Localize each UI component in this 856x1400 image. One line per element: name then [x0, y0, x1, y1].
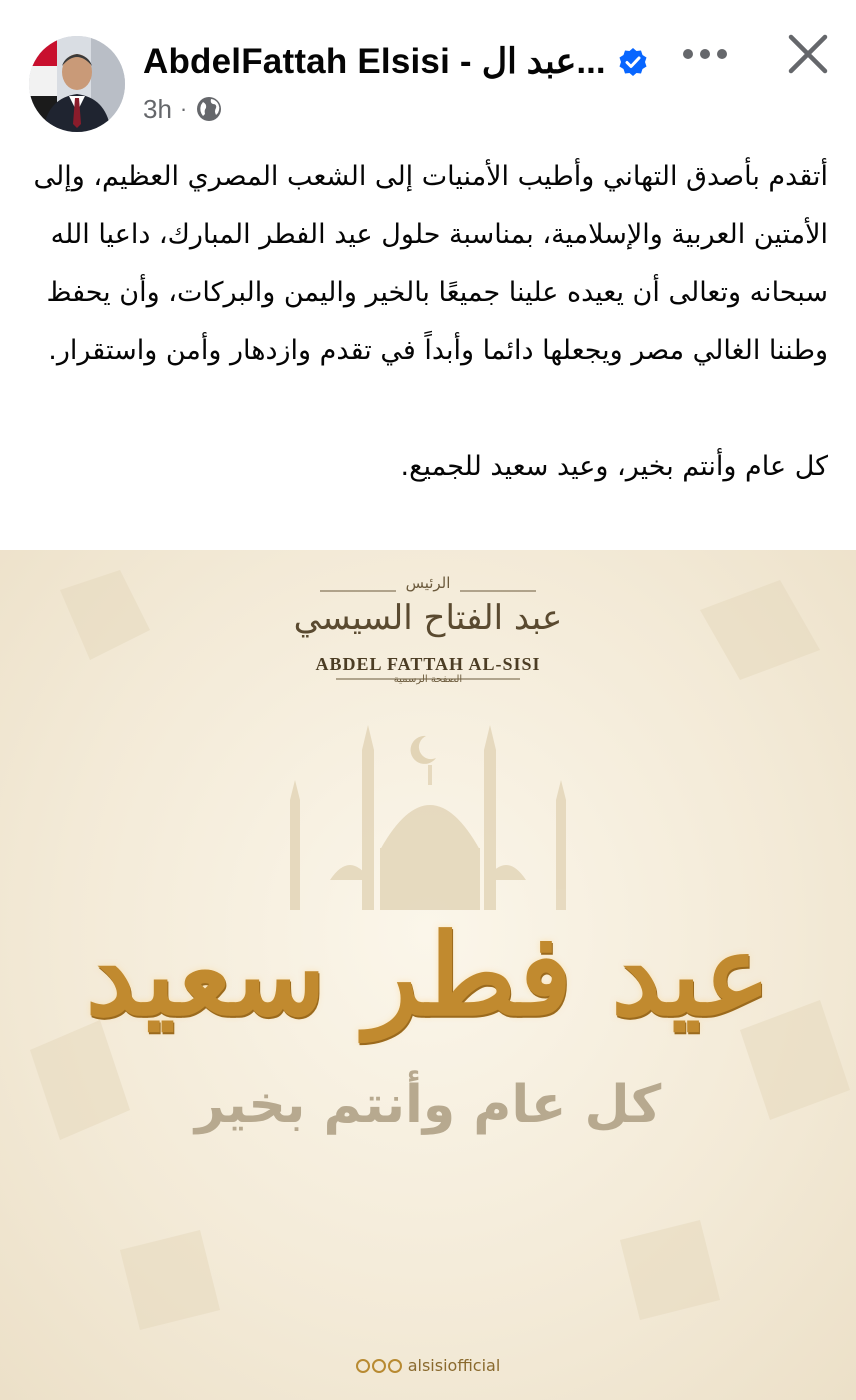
social-handle [0, 1356, 856, 1375]
avatar[interactable] [29, 36, 125, 132]
post-meta [143, 92, 223, 126]
page-name-row [143, 38, 648, 86]
profile-photo [29, 36, 125, 132]
post-header [0, 0, 856, 140]
post-timestamp[interactable]: 3h [143, 93, 172, 124]
verified-badge-icon [618, 47, 648, 77]
more-options-icon [682, 48, 728, 60]
president-label: الرئيس [405, 574, 451, 592]
post-text [28, 148, 828, 496]
close-icon [787, 33, 829, 75]
official-page-label: الصفحة الرسمية [393, 674, 463, 685]
eid-subtitle: كل عام وأنتم بخير [194, 1075, 662, 1135]
latin-name: ABDEL FATTAH AL-SISI [315, 654, 541, 674]
facebook-icon [356, 1359, 370, 1373]
social-icons [356, 1359, 404, 1373]
post-greeting: كل عام وأنتم بخير، وعيد سعيد للجميع. [400, 451, 828, 482]
twitter-icon [388, 1359, 402, 1373]
post-image[interactable] [0, 550, 856, 1400]
more-options-button[interactable] [680, 34, 730, 74]
post-body: أتقدم بأصدق التهاني وأطيب الأمنيات إلى الشعب المصري العظيم، وإلى الأمتين العربية والإسلامية، بمناسبة حلول عيد الفطر المبارك، داعيا الله سبحانه وتعالى أن يعيده علينا جميعًا بالخير واليمن والبركات، وأن يحفظ وطننا الغالي مصر ويجعلها دائما وأبداً في تقدم وازدهار وأمن واستقرار. [33, 161, 828, 366]
calligraphy-name: عبد الفتاح السيسي [293, 598, 563, 638]
globe-icon [195, 95, 223, 123]
meta-separator: · [179, 96, 188, 121]
eid-title: عيد فطر سعيد [85, 910, 771, 1041]
close-button[interactable] [784, 30, 832, 78]
page-name[interactable]: AbdelFattah Elsisi - عبد ال... [143, 42, 606, 81]
instagram-icon [372, 1359, 386, 1373]
social-handle-text: alsisiofficial [407, 1356, 501, 1375]
